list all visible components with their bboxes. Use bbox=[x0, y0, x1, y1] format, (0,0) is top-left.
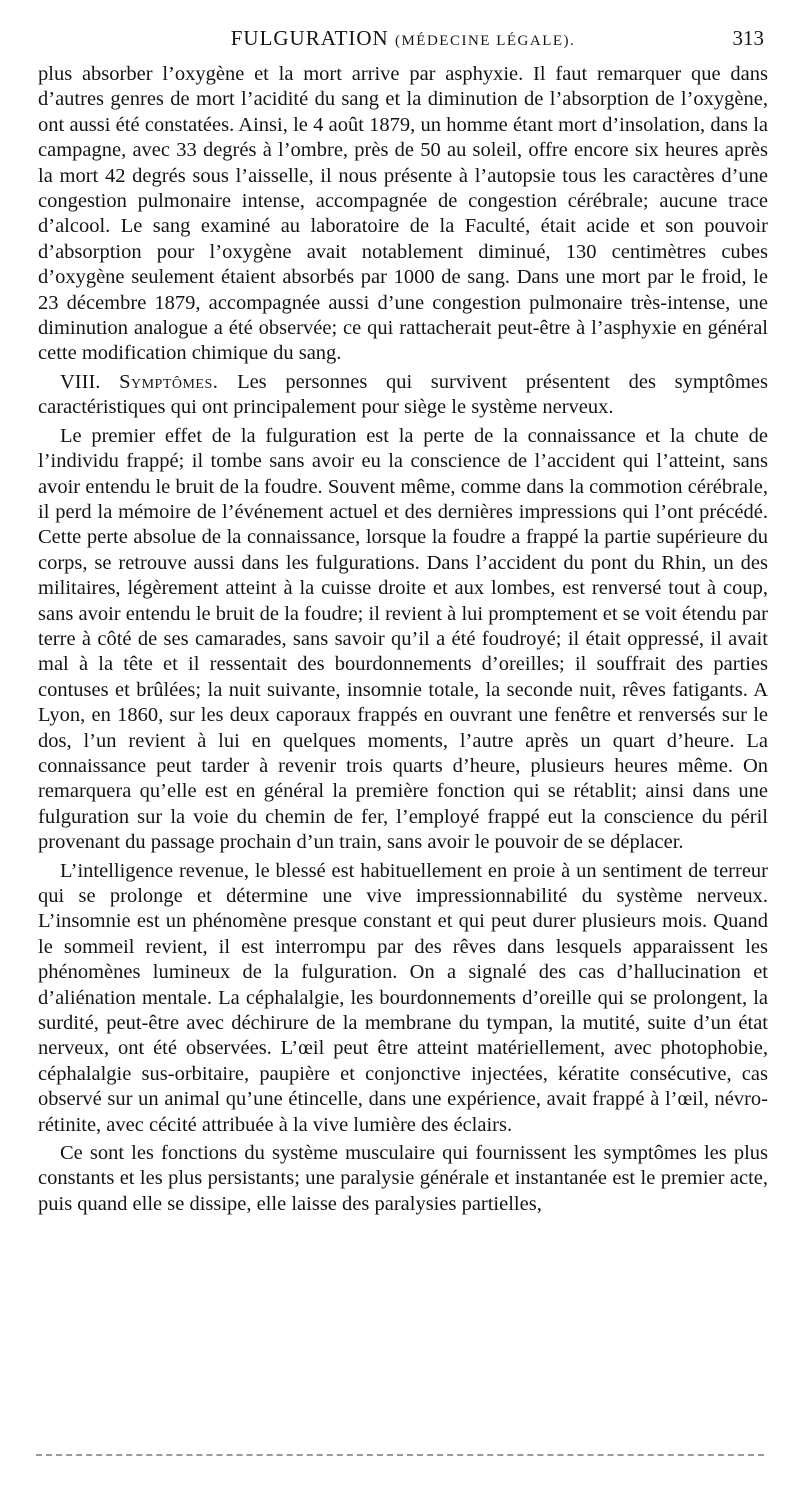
running-title-subtitle: (MÉDECINE LÉGALE). bbox=[394, 33, 576, 49]
footer-rule bbox=[36, 1454, 764, 1456]
running-title-main: FULGURATION bbox=[230, 26, 389, 50]
running-title bbox=[38, 26, 768, 51]
paragraph-muscular: Ce sont les fonctions du système musculaire qui fournissent les symptômes les plus constants et les plus persistants; une paralysie générale et instantanée est le premier acte, puis quand elle se dissipe, elle laisse des paralysies partielles, bbox=[38, 1142, 768, 1215]
body-text bbox=[38, 62, 768, 1217]
section-title: Symptômes. bbox=[119, 370, 219, 393]
page-number: 313 bbox=[732, 26, 764, 50]
paragraph-first-effect: Le premier effet de la fulguration est la perte de la connaissance et la chute de l’individu frappé; il tombe sans avoir eu la conscience de l’accident qui l’atteint, sans avoir entendu le bruit de la foudre. Souvent même, comme dans la commotion cérébrale, il perd la mémoire de l’événement actuel et des dernières impressions qui l’ont précédé. Cette perte absolue de la connaissance, lorsque la foudre a frappé la partie supérieure du corps, se retrouve aussi dans les fulgurations. Dans l’accident du pont du Rhin, un des militaires, légèrement atteint à la cuisse droite et aux lombes, est renversé tout à coup, sans avoir entendu le bruit de la foudre; il revient à lui promptement et se voit étendu par terre à côté de ses camarades, sans savoir qu’il a été foudroyé; il était oppressé, il avait mal à la tête et il ressentait des bourdonnements d’oreilles; il souffrait des parties contuses et brûlées; la nuit suivante, insomnie totale, la seconde nuit, rêves fatigants. A Lyon, en 1860, sur les deux caporaux frappés en ouvrant une fenêtre et renversés sur le dos, l’un revient à lui en quelques moments, l’autre après un quart d’heure. La connaissance peut tarder à revenir trois quarts d’heure, plusieurs heures même. On remarquera qu’elle est en général la première fonction qui se rétablit; ainsi dans une fulguration sur la voie du chemin de fer, l’employé frappé eut la conscience du péril provenant du passage prochain d’un train, sans avoir le pouvoir de se déplacer. bbox=[38, 424, 768, 854]
paragraph-continued: plus absorber l’oxygène et la mort arrive par asphyxie. Il faut remarquer que dans d’autres genres de mort l’acidité du sang et la diminution de l’absorption de l’oxygène, ont aussi été constatées. Ainsi, le 4 août 1879, un homme étant mort d’insolation, dans la campagne, avec 33 degrés à l’ombre, près de 50 au soleil, offre encore six heures après la mort 42 degrés sous l’aisselle, il nous présente à l’autopsie tous les caractères d’une congestion pulmonaire intense, accompagnée de congestion cérébrale; aucune trace d’alcool. Le sang examiné au laboratoire de la Faculté, était acide et son pouvoir d’absorption pour l’oxygène avait notablement diminué, 130 centimètres cubes d’oxygène seulement étaient absorbés par 1000 de sang. Dans une mort par le froid, le 23 décembre 1879, accompagnée aussi d’une congestion pulmonaire très-intense, une diminution analogue a été observée; ce qui rattacherait peut-être à l’asphyxie en général cette modification chimique du sang. bbox=[38, 63, 768, 365]
running-head bbox=[38, 18, 768, 62]
paragraph-section-viii bbox=[38, 370, 768, 421]
paragraph-intelligence: L’intelligence revenue, le blessé est habituellement en proie à un sentiment de terreur qui se prolonge et détermine une vive impressionnabilité du système nerveux. L’insomnie est un phénomène presque constant et qui peut durer plusieurs mois. Quand le sommeil revient, il est interrompu par des rêves dans lesquels apparaissent les phénomènes lumineux de la fulguration. On a signalé des cas d’hallucination et d’aliénation mentale. La céphalalgie, les bourdonnements d’oreille qui se prolongent, la surdité, peut-être avec déchirure de la membrane du tympan, la mutité, suite d’un état nerveux, ont été observées. L’œil peut être atteint matériellement, avec photophobie, céphalalgie sus-orbitaire, paupière et conjonctive injectées, kératite consécutive, cas observé sur un animal qu’une étincelle, dans une expérience, avait frappé à l’œil, névro-rétinite, avec cécité attribuée à la vive lumière des éclairs. bbox=[38, 859, 768, 1136]
section-intro-text: Les personnes qui survivent présentent des symptômes caractéristiques qui ont principalement pour siège le système nerveux. bbox=[38, 370, 769, 419]
section-number: VIII. bbox=[60, 370, 101, 393]
